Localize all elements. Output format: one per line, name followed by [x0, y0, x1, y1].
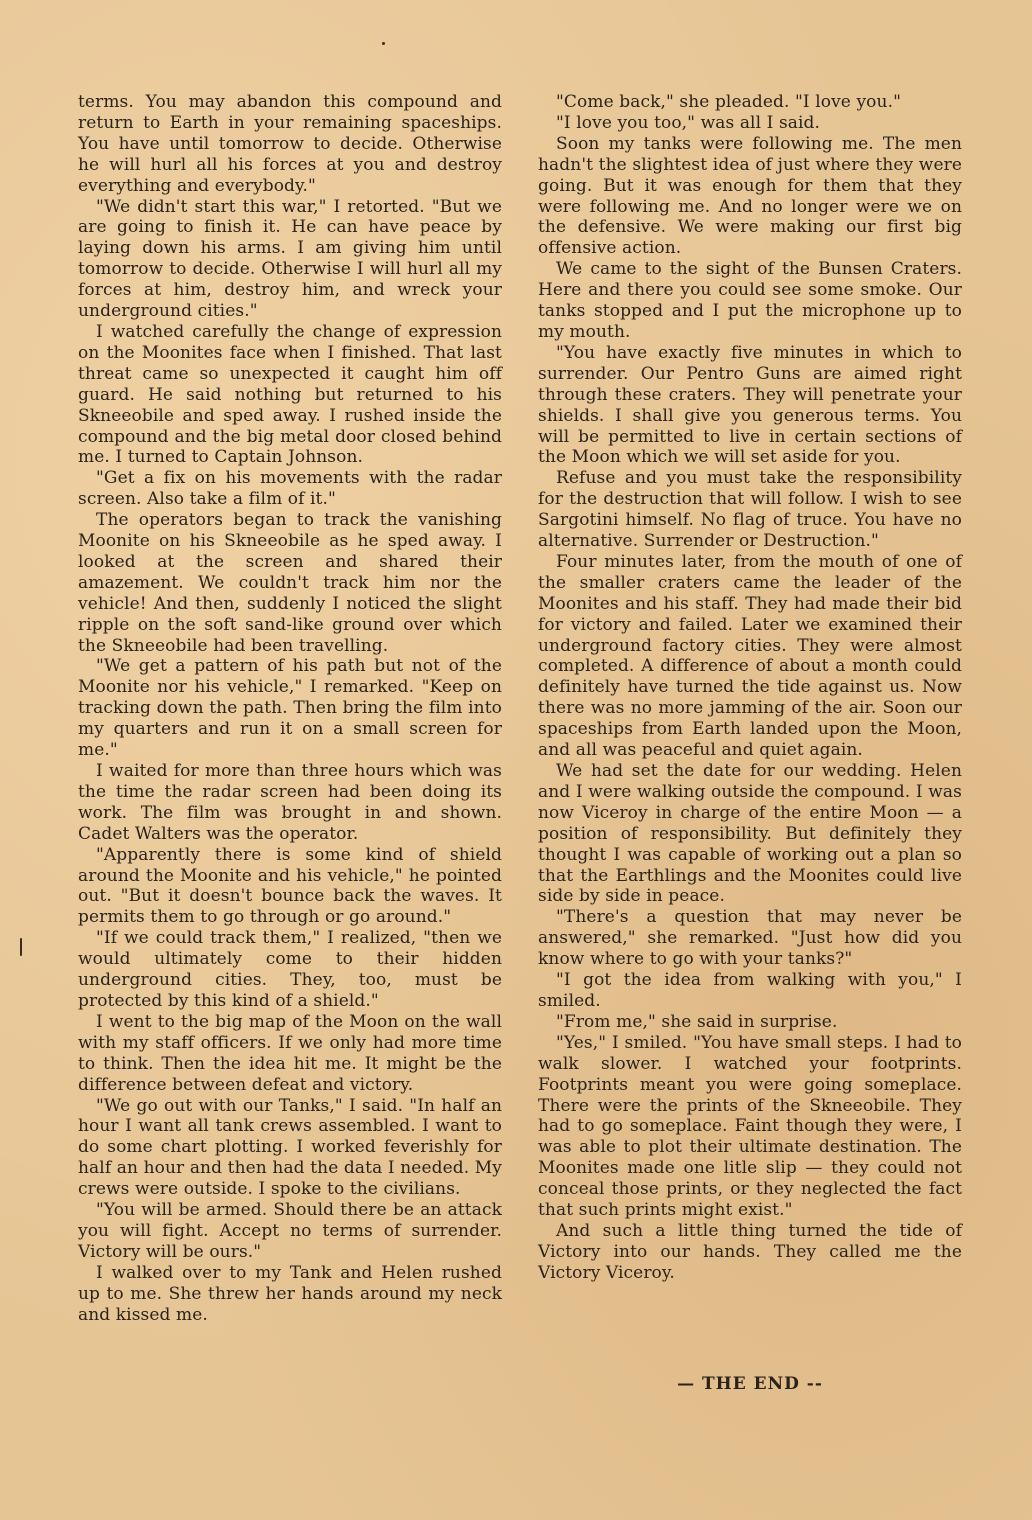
paragraph: "Come back," she pleaded. "I love you.": [556, 92, 901, 112]
left-column: [78, 92, 502, 1325]
paragraph: "You have exactly five minutes in which to surrender. Our Pentro Guns are aimed right through these craters. They will penetrate your shields. I shall give you generous terms. You will be permitted to live in certain sections of the Moon which we will set aside for you.: [538, 342, 962, 468]
paragraph: The operators began to track the vanishing Moonite on his Skneeobile as he sped away. I looked at the screen and shared their amazement. We couldn't track him nor the vehicle! And then, suddenly I noticed the slight ripple on the soft sand-like ground over which the Skneeobile had been travelling.: [78, 510, 502, 656]
paragraph: "Apparently there is some kind of shield around the Moonite and his vehicle," he pointed out. "But it doesn't bounce back the waves. It permits them to go through or go around.": [78, 844, 502, 928]
paragraph: "We go out with our Tanks," I said. "In half an hour I want all tank crews assembled. I want to do some chart plotting. I worked feverishly for half an hour and then had the data I needed. My crews were outside. I spoke to the civilians.: [78, 1095, 502, 1200]
paragraph: We had set the date for our wedding. Helen and I were walking outside the compound. I was now Viceroy in charge of the entire Moon — a position of responsibility. But definitely they thought I was capable of working out a plan so that the Earthlings and the Moonites could live side by side in peace.: [538, 761, 962, 907]
paragraph: "There's a question that may never be answered," she remarked. "Just how did you know where to go with your tanks?": [538, 907, 962, 970]
the-end-label: — THE END --: [677, 1374, 823, 1394]
paragraph: "From me," she said in surprise.: [556, 1011, 838, 1032]
paragraph: "If we could track them," I realized, "then we would ultimately come to their hidden underground cities. They, too, must be protected by this kind of a shield.": [78, 928, 502, 1011]
paragraph: And such a little thing turned the tide of Victory into our hands. They called me the Victory Viceroy.: [538, 1220, 962, 1283]
paragraph: "Yes," I smiled. "You have small steps. I had to walk slower. I watched your footprints. Footprints meant you were going someplace. There were the prints of the Skneeobile. They had to go someplace. Faint though they were, I was able to plot their ultimate destination. The Moonites made one litle slip — they could not conceal those prints, or they neglected the fact that such prints might exist.": [538, 1032, 962, 1221]
paragraph: I walked over to my Tank and Helen rushed up to me. She threw her hands around my neck and kissed me.: [78, 1262, 502, 1325]
paragraph: "Get a fix on his movements with the radar screen. Also take a film of it.": [78, 468, 502, 510]
paragraph: "You will be armed. Should there be an attack you will fight. Accept no terms of surrender. Victory will be ours.": [78, 1200, 502, 1262]
paragraph: "We didn't start this war," I retorted. "But we are going to finish it. He can have peace by laying down his arms. I am giving him until tomorrow to decide. Otherwise I will hurl all my forces at him, destroy him, and wreck your underground cities.": [78, 196, 502, 322]
paragraph: terms. You may abandon this compound and return to Earth in your remaining spaceships. You have until tomorrow to decide. Otherwise he will hurl all his forces at you and destroy everything and everybody.": [78, 92, 502, 196]
paragraph: I went to the big map of the Moon on the wall with my staff officers. If we only had more time to think. Then the idea hit me. It might be the difference between defeat and victory.: [78, 1011, 502, 1095]
paragraph: Four minutes later, from the mouth of one of the smaller craters came the leader of the Moonites and his staff. They had made their bid for victory and failed. Later we examined their underground factory cities. They were almost completed. A difference of about a month could definitely have turned the tide against us. Now there was no more jamming of the air. Soon our spaceships from Earth landed upon the Moon, and all was peaceful and quiet again.: [538, 551, 962, 761]
print-speck: [20, 938, 22, 956]
paragraph: We came to the sight of the Bunsen Craters. Here and there you could see some smoke. Our tanks stopped and I put the microphone up to my mouth.: [538, 259, 962, 342]
paragraph: Soon my tanks were following me. The men hadn't the slightest idea of just where they were going. But it was enough for them that they were following me. And no longer were we on the defensive. We were making our first big offensive action.: [538, 133, 962, 259]
paragraph: "We get a pattern of his path but not of the Moonite nor his vehicle," I remarked. "Keep on tracking down the path. Then bring the film into my quarters and run it on a small screen for me.": [78, 656, 502, 761]
paragraph: I waited for more than three hours which was the time the radar screen had been doing its work. The film was brought in and shown. Cadet Walters was the operator.: [78, 761, 502, 844]
paragraph: "I love you too," was all I said.: [556, 112, 821, 133]
paragraph: I watched carefully the change of expression on the Moonites face when I finished. That last threat came so unexpected it caught him off guard. He said nothing but returned to his Skneeobile and sped away. I rushed inside the compound and the big metal door closed behind me. I turned to Captain Johnson.: [78, 321, 502, 468]
paragraph: "I got the idea from walking with you," I smiled.: [538, 970, 962, 1011]
right-column: [538, 92, 962, 1284]
paragraph: Refuse and you must take the responsibility for the destruction that will follow. I wish to see Sargotini himself. No flag of truce. You have no alternative. Surrender or Destruction.": [538, 468, 962, 552]
print-speck: [382, 42, 385, 45]
